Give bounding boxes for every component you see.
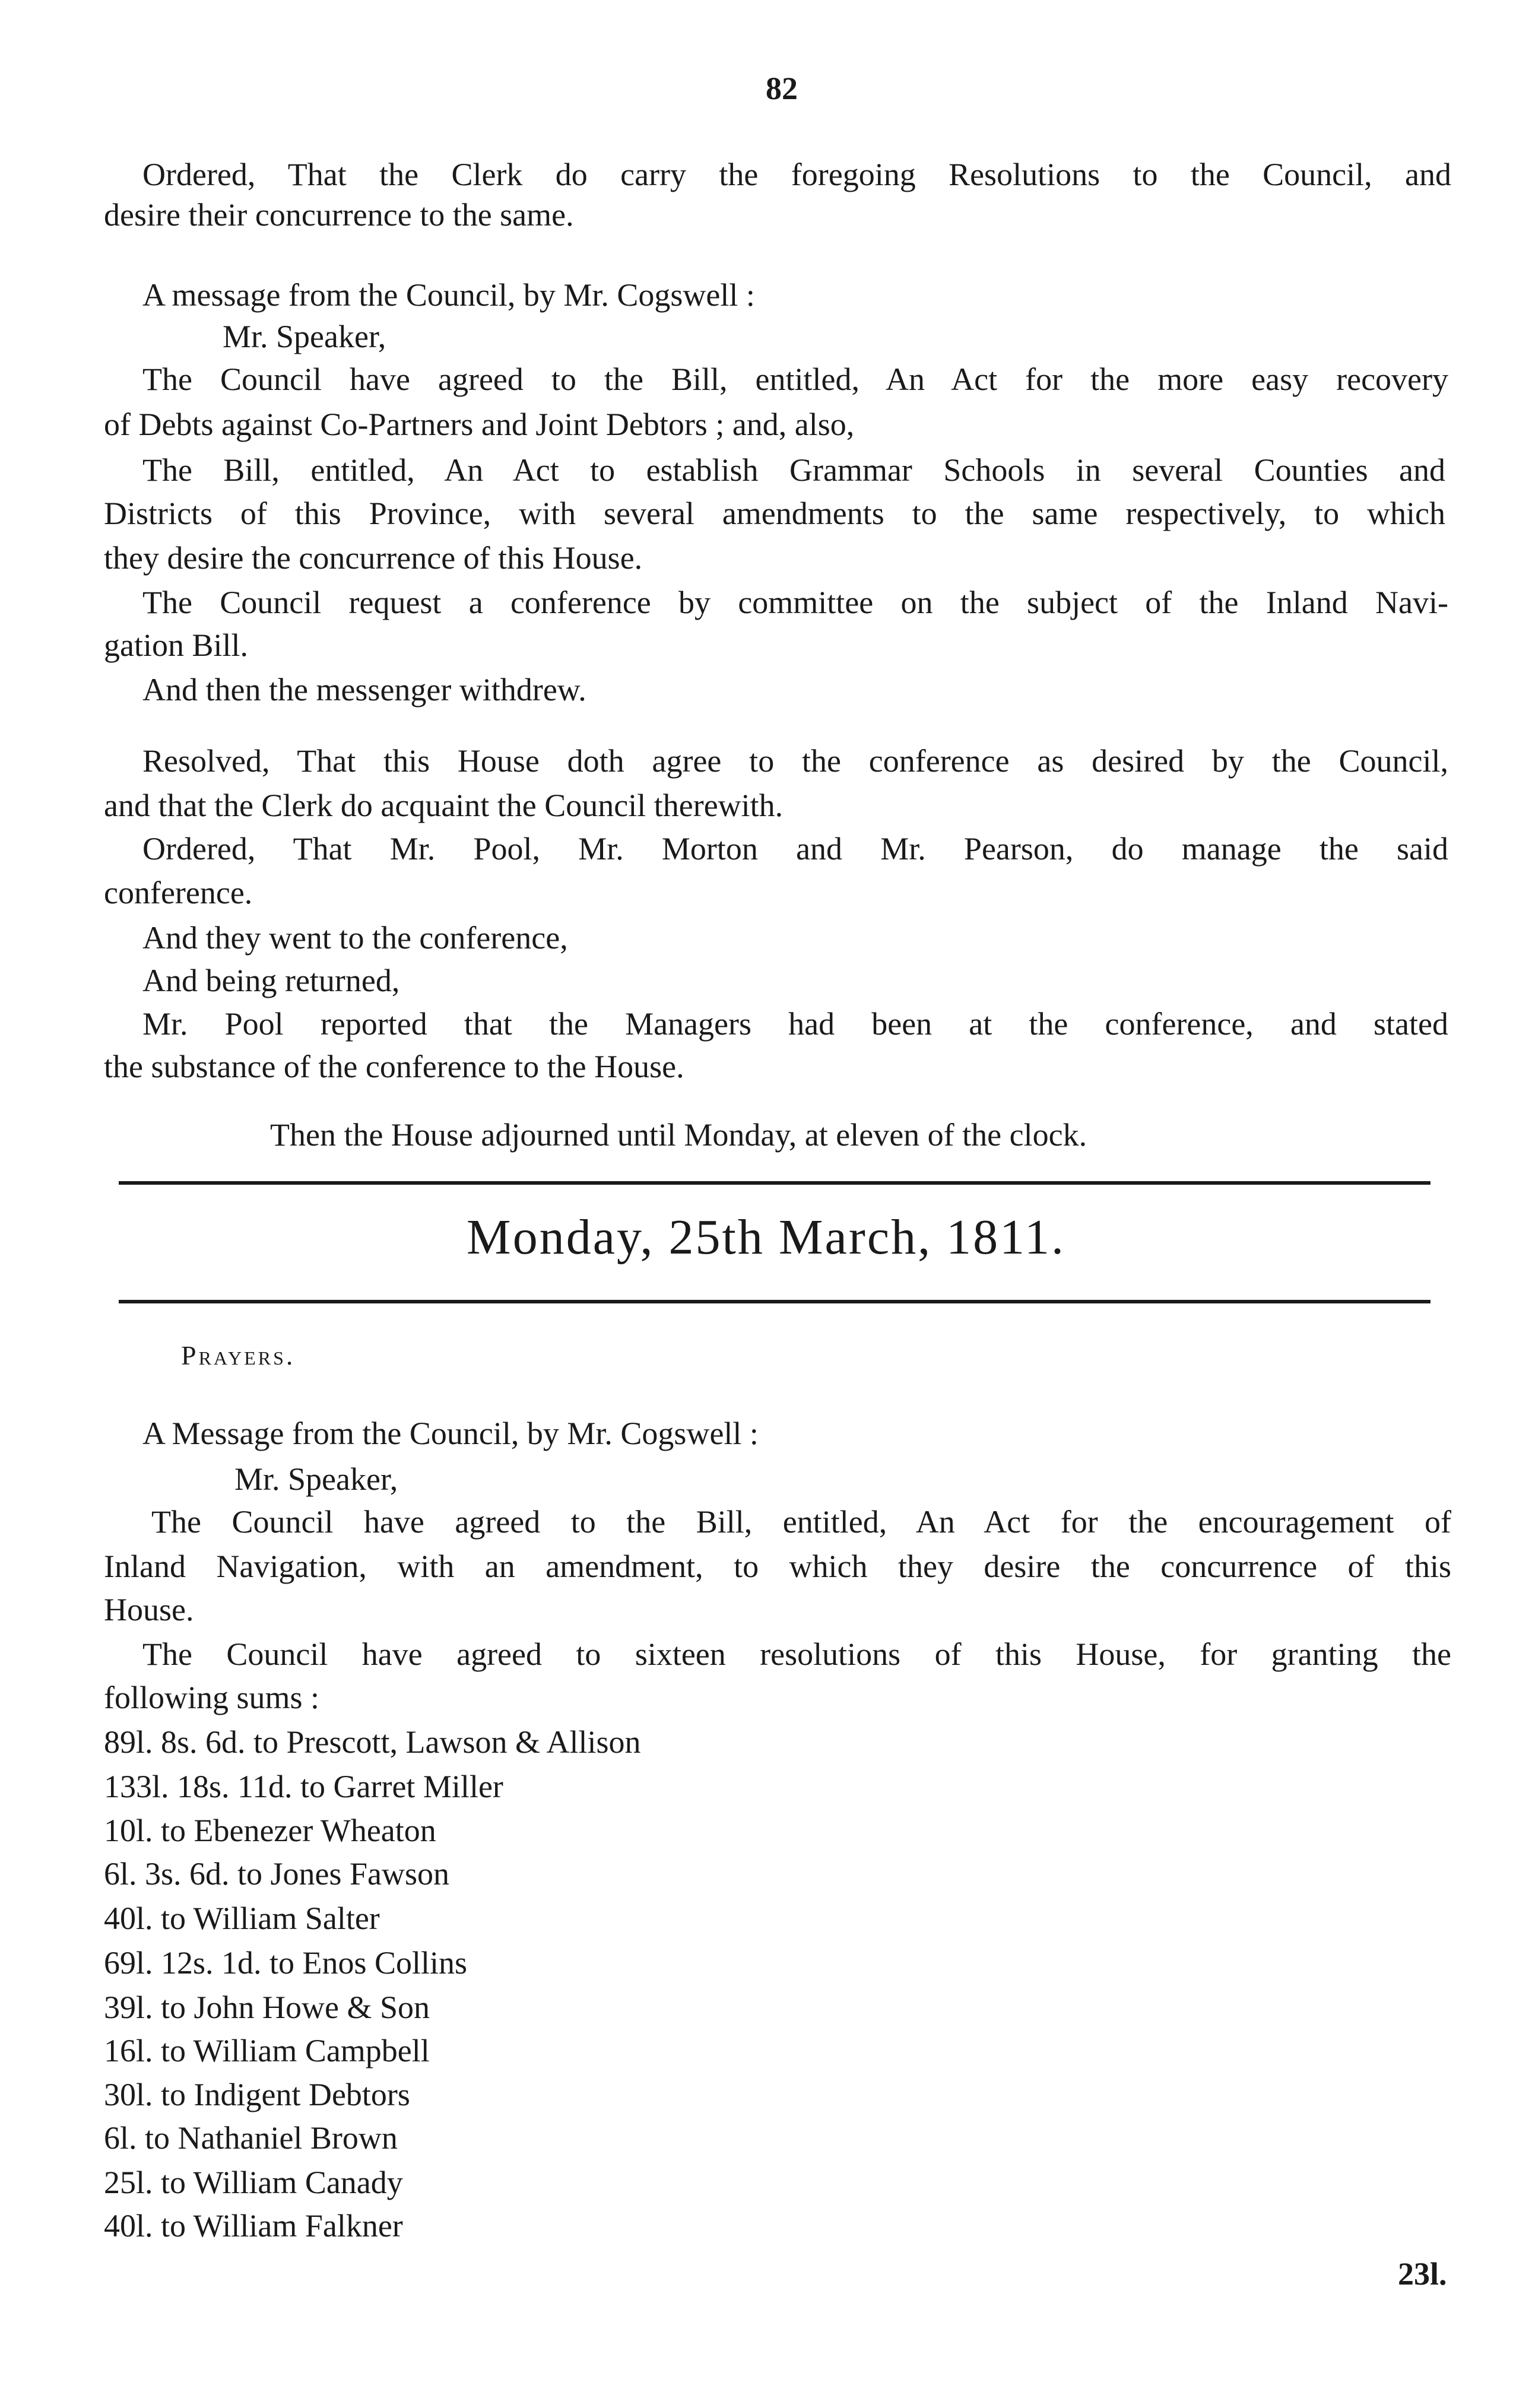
sum-item: 6l. 3s. 6d. to Jones Fawson: [104, 1856, 450, 1892]
sum-item: 10l. to Ebenezer Wheaton: [104, 1813, 436, 1848]
text-line: The Council have agreed to sixteen resolutions of this House, for granting the: [142, 1636, 1451, 1672]
page-number: 82: [766, 71, 798, 106]
text-line: Mr. Pool reported that the Managers had been at the conference, and stated: [142, 1006, 1448, 1042]
text-line: The Council have agreed to the Bill, entitled, An Act for the more easy recovery: [142, 361, 1448, 397]
text-line: Ordered, That Mr. Pool, Mr. Morton and Mr. Pearson, do manage the said: [142, 831, 1448, 867]
text-line: the substance of the conference to the House.: [104, 1049, 684, 1084]
sum-item: 25l. to William Canady: [104, 2165, 403, 2200]
text-line: And then the messenger withdrew.: [142, 672, 586, 708]
text-line: A Message from the Council, by Mr. Cogswell :: [142, 1416, 759, 1451]
text-line: Districts of this Province, with several amendments to the same respectively, to which: [104, 496, 1445, 531]
text-line: Mr. Speaker,: [234, 1461, 398, 1497]
text-line: Mr. Speaker,: [223, 319, 386, 354]
text-line: And being returned,: [142, 963, 400, 998]
text-line: Inland Navigation, with an amendment, to which they desire the concurrence of this: [104, 1549, 1451, 1584]
text-line: A message from the Council, by Mr. Cogswell :: [142, 277, 755, 313]
text-line: The Council request a conference by committee on the subject of the Inland Navi-: [142, 585, 1448, 620]
sum-item: 40l. to William Falkner: [104, 2208, 403, 2244]
text-line: The Bill, entitled, An Act to establish Grammar Schools in several Counties and: [142, 452, 1445, 488]
catchword: 23l.: [1398, 2256, 1447, 2292]
text-line: Resolved, That this House doth agree to the conference as desired by the Council,: [142, 743, 1448, 779]
text-line: gation Bill.: [104, 627, 248, 663]
top-rule: [119, 1181, 1430, 1185]
text-line: desire their concurrence to the same.: [104, 197, 574, 233]
text-line: House.: [104, 1592, 194, 1627]
sum-item: 39l. to John Howe & Son: [104, 1990, 430, 2025]
sum-item: 89l. 8s. 6d. to Prescott, Lawson & Allison: [104, 1724, 641, 1760]
text-line: And they went to the conference,: [142, 920, 568, 956]
sum-item: 30l. to Indigent Debtors: [104, 2077, 410, 2112]
sum-item: 133l. 18s. 11d. to Garret Miller: [104, 1769, 503, 1804]
text-line: following sums :: [104, 1680, 320, 1715]
day-heading: Monday, 25th March, 1811.: [467, 1210, 1065, 1265]
text-line: Then the House adjourned until Monday, at eleven of the clock.: [270, 1117, 1087, 1153]
text-line: of Debts against Co-Partners and Joint Debtors ; and, also,: [104, 407, 855, 442]
text-line: and that the Clerk do acquaint the Council therewith.: [104, 788, 784, 823]
sum-item: 6l. to Nathaniel Brown: [104, 2120, 398, 2156]
sum-item: 40l. to William Salter: [104, 1901, 380, 1936]
sum-item: 69l. 12s. 1d. to Enos Collins: [104, 1945, 468, 1981]
bottom-rule: [119, 1300, 1430, 1303]
text-line: Ordered, That the Clerk do carry the foregoing Resolutions to the Council, and: [142, 157, 1451, 192]
prayers-label: Prayers.: [181, 1340, 296, 1370]
text-line: conference.: [104, 875, 253, 910]
sum-item: 16l. to William Campbell: [104, 2033, 430, 2068]
text-line: The Council have agreed to the Bill, entitled, An Act for the encouragement of: [151, 1504, 1451, 1540]
text-line: they desire the concurrence of this House.: [104, 540, 643, 576]
